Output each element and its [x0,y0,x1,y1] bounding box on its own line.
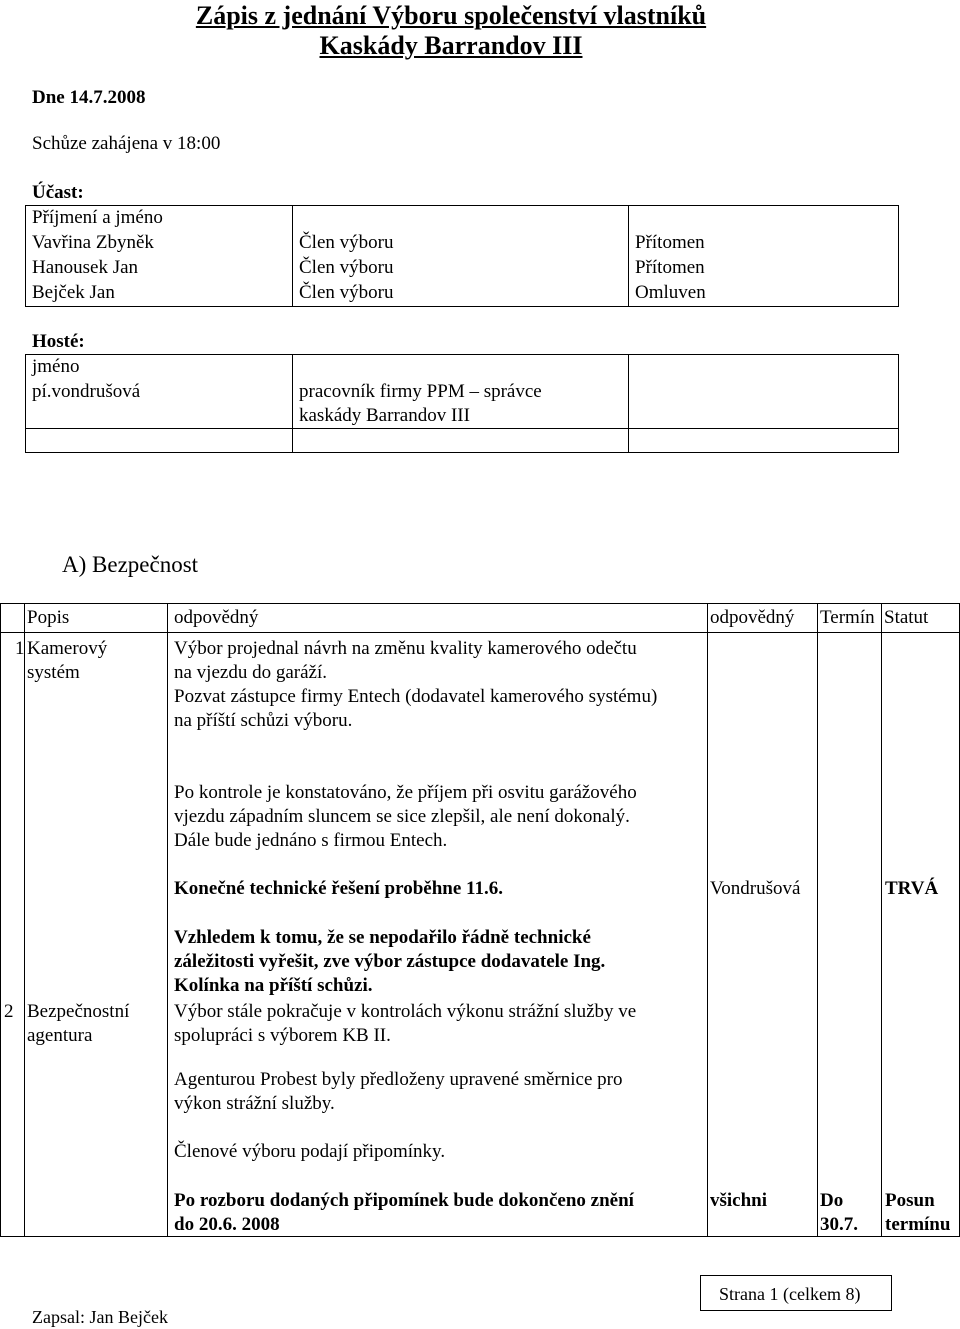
item-deadline-line1: Do [820,1190,844,1211]
item-number: 2 [4,1001,14,1022]
item-text-line: spolupráci s výborem KB II. [174,1025,391,1046]
guest-name: pí.vondrušová [32,381,141,402]
item-topic-line2: systém [27,662,80,683]
item-text-line: Pozvat zástupce firmy Entech (dodavatel kamerového systému) [174,686,658,707]
header-popis: Popis [27,607,70,628]
attendance-name: Bejček Jan [32,282,115,303]
item-text-line: Členové výboru podají připomínky. [174,1141,446,1162]
guest-role-line1: pracovník firmy PPM – správce [299,381,542,402]
attendance-status: Přítomen [635,257,705,278]
attendance-role: Člen výboru [299,232,394,253]
item-text-line: výkon strážní služby. [174,1093,335,1114]
item-text-line: Výbor projednal návrh na změnu kvality kamerového odečtu [174,638,637,659]
guests-name-header: jméno [32,356,80,377]
attendance-name: Hanousek Jan [32,257,139,278]
item-text-line: na příští schůzi výboru. [174,710,353,731]
item-text-line: Výbor stále pokračuje v kontrolách výkonu strážní služby ve [174,1001,637,1022]
document-title-line2: Kaskády Barrandov III [319,31,583,60]
item-topic-line1: Bezpečnostní [27,1001,130,1022]
attendance-role: Člen výboru [299,257,394,278]
item-text-line: do 20.6. 2008 [174,1214,280,1235]
attendance-name: Vavřina Zbyněk [32,232,154,253]
meeting-opened: Schůze zahájena v 18:00 [32,133,221,154]
item-text-line: vjezdu západním sluncem se sice zlepšil, ale není dokonalý. [174,806,630,827]
guest-role-line2: kaskády Barrandov III [299,405,470,426]
item-number: 1 [15,638,25,659]
guests-heading: Hosté: [32,331,85,352]
item-responsible: všichni [710,1190,768,1211]
header-odpovedny: odpovědný [710,607,795,628]
header-statut: Statut [884,607,929,628]
item-status: TRVÁ [885,878,939,899]
footer-page-number: Strana 1 (celkem 8) [719,1284,861,1304]
item-status-line2: termínu [885,1214,951,1235]
header-termin: Termín [820,607,875,628]
attendance-role: Člen výboru [299,282,394,303]
item-text-line: Po rozboru dodaných připomínek bude dokončeno znění [174,1190,634,1211]
item-deadline-line2: 30.7. [820,1214,858,1235]
attendance-status: Přítomen [635,232,705,253]
attendance-name-header: Příjmení a jméno [32,207,163,228]
item-text-line: Vzhledem k tomu, že se nepodařilo řádně technické [174,927,591,948]
attendance-heading: Účast: [32,182,84,203]
item-text-line: na vjezdu do garáží. [174,662,327,683]
item-responsible: Vondrušová [710,878,801,899]
header-odpovedny: odpovědný [174,607,259,628]
section-heading: A) Bezpečnost [62,552,199,577]
meeting-date: Dne 14.7.2008 [32,87,146,108]
item-text-line: Po kontrole je konstatováno, že příjem při osvitu garážového [174,782,637,803]
item-text-line: Konečné technické řešení proběhne 11.6. [174,878,503,899]
item-status-line1: Posun [885,1190,935,1211]
document-title-line1: Zápis z jednání Výboru společenství vlastníků [195,1,707,30]
item-topic-line1: Kamerový [27,638,108,659]
item-topic-line2: agentura [27,1025,93,1046]
item-text-line: Agenturou Probest byly předloženy upravené směrnice pro [174,1069,623,1090]
item-text-line: Kolínka na příští schůzi. [174,975,373,996]
attendance-status: Omluven [635,282,706,303]
item-text-line: Dále bude jednáno s firmou Entech. [174,830,448,851]
item-text-line: záležitosti vyřešit, zve výbor zástupce dodavatele Ing. [174,951,606,972]
footer-author: Zapsal: Jan Bejček [32,1307,168,1327]
